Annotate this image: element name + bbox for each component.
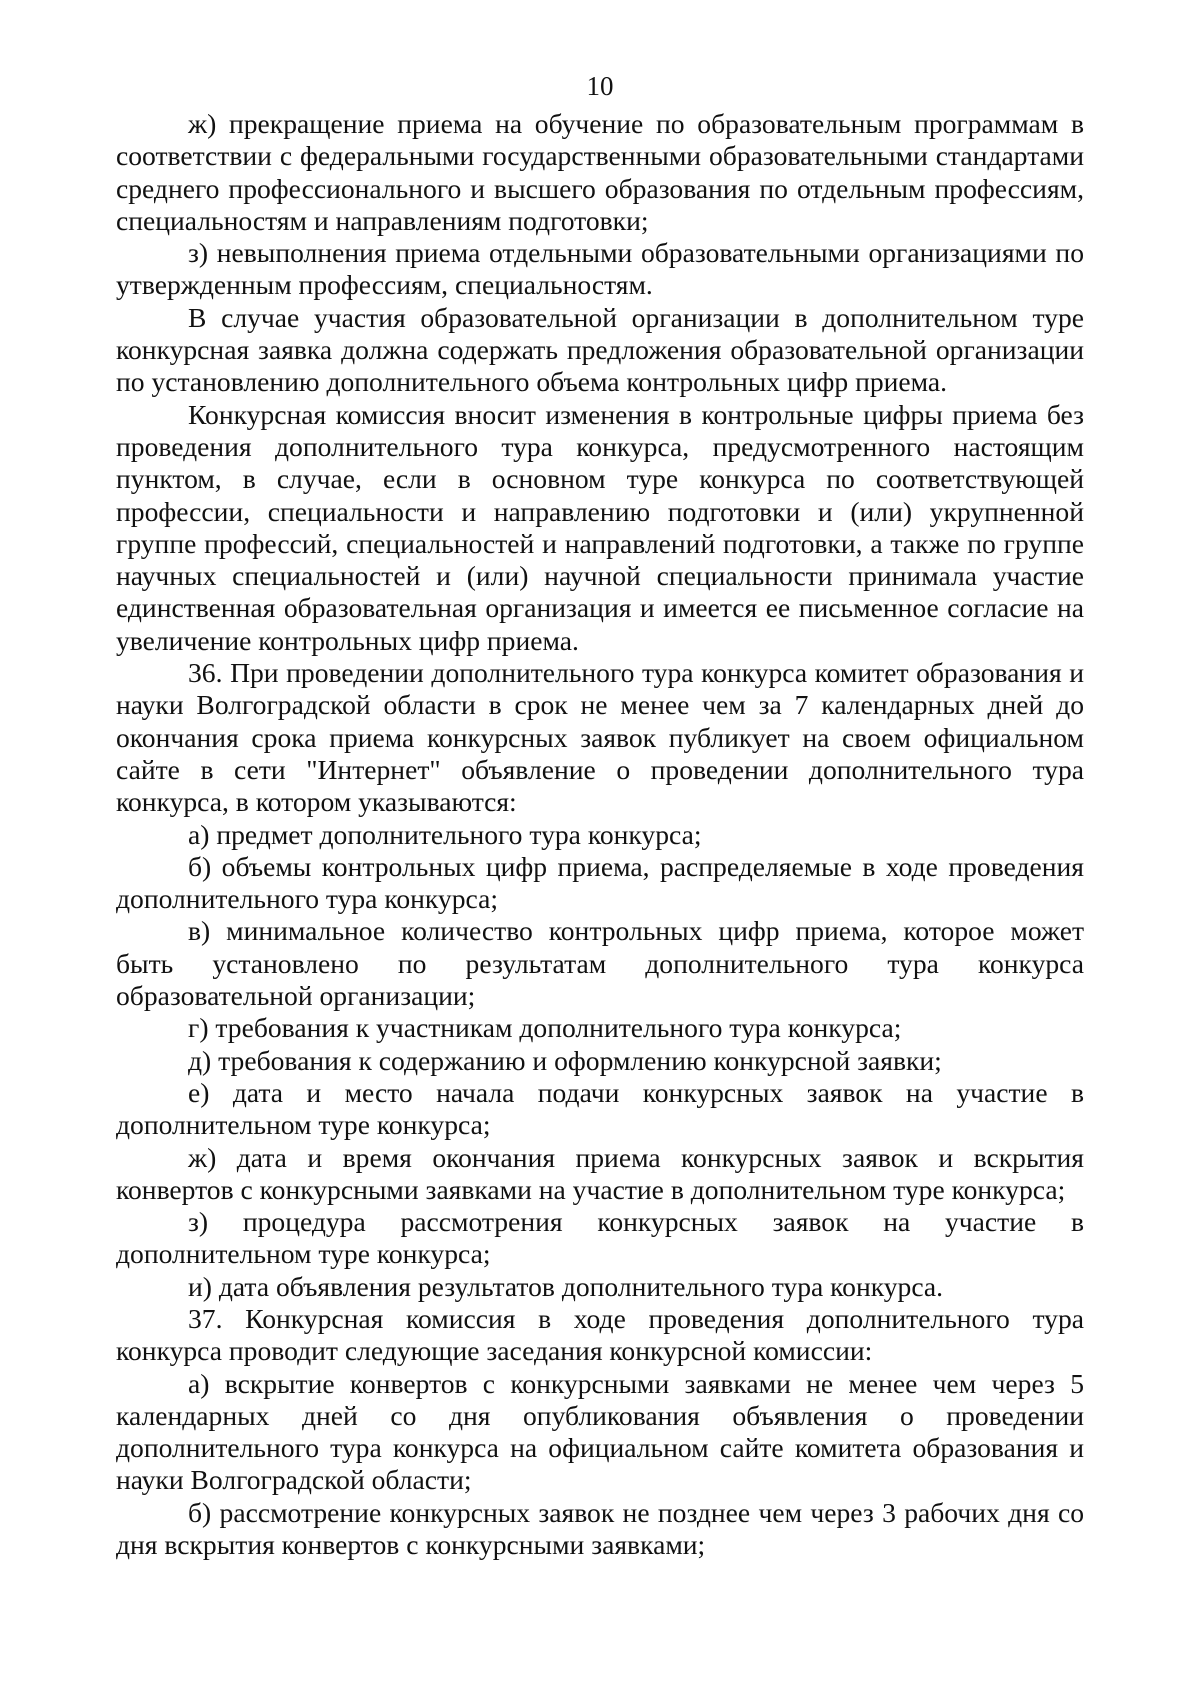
paragraph-item-v: в) минимальное количество контрольных цифр приема, которое может быть установлено по результатам дополнительного тура конкурса образовательной организации;: [116, 915, 1084, 1012]
paragraph-commission-changes: Конкурсная комиссия вносит изменения в контрольные цифры приема без проведения дополнительного тура конкурса, предусмотренного настоящим пунктом, в случае, если в основном туре конкурса по соответствующей профессии, специальности и направлению подготовки и (или) укрупненной группе профессий, специальностей и направлений подготовки, а также по группе научных специальностей и (или) научной специальности принимала участие единственная образовательная организация и имеется ее письменное согласие на увеличение контрольных цифр приема.: [116, 398, 1084, 656]
paragraph-item-zh-2: ж) дата и время окончания приема конкурсных заявок и вскрытия конвертов с конкурсными заявками на участие в дополнительном туре конкурса;: [116, 1141, 1084, 1205]
paragraph-item-b-2: б) рассмотрение конкурсных заявок не позднее чем через 3 рабочих дня со дня вскрытия конвертов с конкурсными заявками;: [116, 1496, 1084, 1561]
page-number: 10: [586, 71, 614, 101]
paragraph-item-z-2: з) процедура рассмотрения конкурсных заявок на участие в дополнительном туре конкурса;: [116, 1206, 1084, 1270]
paragraph-item-d: д) требования к содержанию и оформлению конкурсной заявки;: [188, 1044, 942, 1076]
paragraph-item-a: а) предмет дополнительного тура конкурса;: [188, 818, 702, 850]
paragraph-item-e: е) дата и место начала подачи конкурсных заявок на участие в дополнительном туре конкурса;: [116, 1076, 1084, 1141]
paragraph-item-zh: ж) прекращение приема на обучение по образовательным программам в соответствии с федеральными государственными образовательными стандартами среднего профессионального и высшего образования по отдельным профессиям, специальностям и направлениям подготовки;: [116, 108, 1084, 236]
paragraph-item-a-2: а) вскрытие конвертов с конкурсными заявками не менее чем через 5 календарных дней со дня опубликования объявления о проведении дополнительного тура конкурса на официальном сайте комитета образования и науки Волгоградской области;: [116, 1367, 1084, 1496]
paragraph-item-g: г) требования к участникам дополнительного тура конкурса;: [188, 1012, 902, 1044]
paragraph-clause-37: 37. Конкурсная комиссия в ходе проведения дополнительного тура конкурса проводит следующие заседания конкурсной комиссии:: [116, 1302, 1084, 1367]
paragraph-item-z: з) невыполнения приема отдельными образовательными организациями по утвержденным профессиям, специальностям.: [116, 237, 1084, 301]
paragraph-additional-round-application: В случае участия образовательной организации в дополнительном туре конкурсная заявка должна содержать предложения образовательной организации по установлению дополнительного объема контрольных цифр приема.: [116, 301, 1084, 398]
paragraph-clause-36: 36. При проведении дополнительного тура конкурса комитет образования и науки Волгоградской области в срок не менее чем за 7 календарных дней до окончания срока приема конкурсных заявок публикует на своем официальном сайте в сети "Интернет" объявление о проведении дополнительного тура конкурса, в котором указываются:: [116, 657, 1084, 818]
paragraph-item-i: и) дата объявления результатов дополнительного тура конкурса.: [188, 1270, 944, 1302]
document-body: [116, 108, 1084, 1561]
paragraph-item-b: б) объемы контрольных цифр приема, распределяемые в ходе проведения дополнительного тура конкурса;: [116, 850, 1084, 915]
